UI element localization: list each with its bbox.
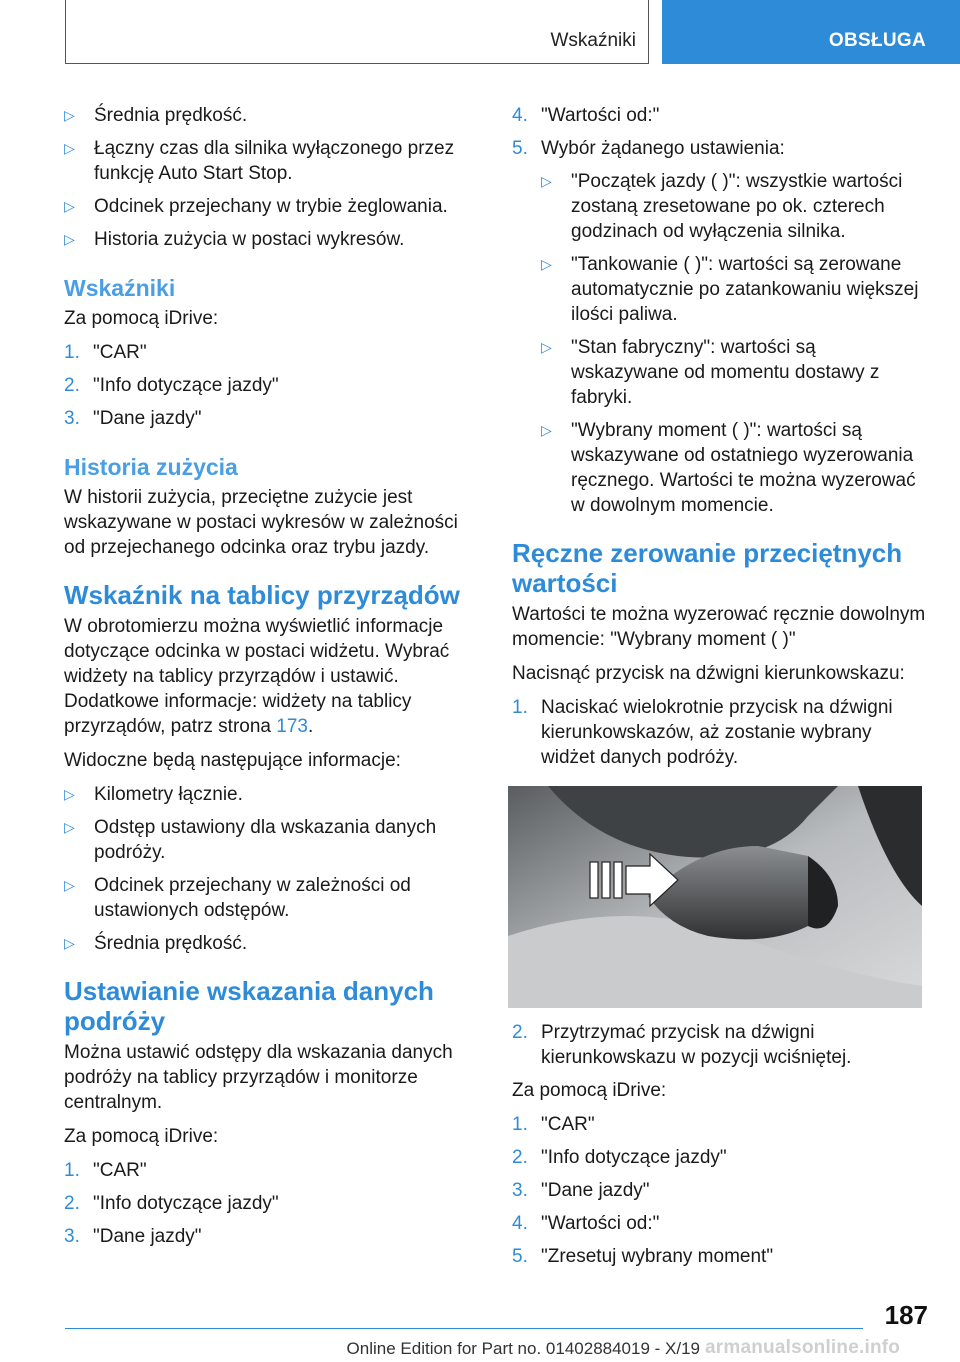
list-item: ▷ "Wybrany moment ( )": wartości są wskazywane od ostatniego wyzerowania ręcznego. Wartości te można wyzerować w dowolnym momencie. bbox=[541, 420, 916, 516]
list-item: 3. "Dane jazdy" bbox=[64, 1226, 202, 1247]
numbered-list bbox=[64, 340, 482, 431]
list-item: 5. Wybór żądanego ustawienia: bbox=[512, 138, 785, 159]
step-number: 1. bbox=[512, 1114, 528, 1135]
list-item: 2. Przytrzymać przycisk na dźwigni kierunkowskazu w pozycji wciśniętej. bbox=[512, 1022, 852, 1068]
step-number: 3. bbox=[64, 408, 80, 429]
paragraph: Za pomocą iDrive: bbox=[512, 1080, 667, 1101]
step-number: 5. bbox=[512, 138, 528, 159]
list-item: 3. "Dane jazdy" bbox=[64, 408, 202, 429]
triangle-bullet-icon: ▷ bbox=[64, 935, 75, 951]
bullet-list bbox=[64, 782, 482, 956]
numbered-list bbox=[512, 695, 928, 770]
list-item: ▷ "Stan fabryczny": wartości są wskazywane od momentu dostawy z fabryki. bbox=[541, 337, 880, 408]
triangle-bullet-icon: ▷ bbox=[64, 198, 75, 214]
step-number: 1. bbox=[512, 697, 528, 718]
header-box bbox=[65, 0, 649, 64]
paragraph: Za pomocą iDrive: bbox=[64, 1126, 219, 1147]
numbered-list bbox=[512, 103, 928, 161]
step-number: 1. bbox=[64, 342, 80, 363]
numbered-list bbox=[64, 1158, 482, 1249]
triangle-bullet-icon: ▷ bbox=[541, 339, 552, 355]
triangle-bullet-icon: ▷ bbox=[541, 256, 552, 272]
step-number: 1. bbox=[64, 1160, 80, 1181]
list-item: ▷ Odstęp ustawiony dla wskazania danych podróży. bbox=[64, 817, 437, 863]
bullet-list bbox=[64, 103, 482, 252]
step-number: 2. bbox=[512, 1147, 528, 1168]
left-column bbox=[64, 103, 482, 1257]
triangle-bullet-icon: ▷ bbox=[64, 231, 75, 247]
list-item: 4. "Wartości od:" bbox=[512, 105, 660, 126]
list-item: 1. "CAR" bbox=[64, 1160, 147, 1181]
triangle-bullet-icon: ▷ bbox=[541, 422, 552, 438]
triangle-bullet-icon: ▷ bbox=[64, 107, 75, 123]
list-item: 5. "Zresetuj wybrany moment" bbox=[512, 1246, 774, 1267]
watermark: armanualsonline.info bbox=[705, 1337, 901, 1358]
heading-wskaznik-tablica: Wskaźnik na tablicy przyrządów bbox=[64, 580, 460, 610]
step-number: 2. bbox=[512, 1022, 528, 1043]
list-item: 4. "Wartości od:" bbox=[512, 1213, 660, 1234]
heading-historia-zuzycia: Historia zużycia bbox=[64, 454, 238, 480]
list-item: 1. "CAR" bbox=[64, 342, 147, 363]
step-number: 5. bbox=[512, 1246, 528, 1267]
step-number: 4. bbox=[512, 105, 528, 126]
header-tab[interactable] bbox=[662, 0, 960, 64]
list-item: 2. "Info dotyczące jazdy" bbox=[64, 1193, 279, 1214]
triangle-bullet-icon: ▷ bbox=[64, 877, 75, 893]
numbered-list bbox=[512, 1020, 928, 1070]
paragraph: Można ustawić odstępy dla wskazania danych podróży na tablicy przyrządów i monitorze centralnym. bbox=[64, 1042, 453, 1113]
page-number: 187 bbox=[884, 1300, 928, 1330]
step-number: 3. bbox=[64, 1226, 80, 1247]
triangle-bullet-icon: ▷ bbox=[64, 819, 75, 835]
triangle-bullet-icon: ▷ bbox=[64, 140, 75, 156]
list-item: 3. "Dane jazdy" bbox=[512, 1180, 650, 1201]
step-number: 2. bbox=[64, 375, 80, 396]
list-item: ▷ Historia zużycia w postaci wykresów. bbox=[64, 229, 405, 250]
list-item: ▷ "Tankowanie ( )": wartości są zerowane automatycznie po zatankowaniu większej ilości paliwa. bbox=[541, 254, 919, 325]
heading-reczne-zerowanie: Ręczne zerowanie przeciętnych wartości bbox=[512, 538, 903, 598]
paragraph: Wartości te można wyzerować ręcznie dowolnym momencie: "Wybrany moment ( )" bbox=[512, 604, 926, 650]
list-item: 1. Naciskać wielokrotnie przycisk na dźwigni kierunkowskazów, aż zostanie wybrany widżet danych podróży. bbox=[512, 697, 893, 768]
list-item: ▷ Odcinek przejechany w trybie żeglowania. bbox=[64, 196, 448, 217]
step-number: 4. bbox=[512, 1213, 528, 1234]
paragraph: W obrotomierzu można wyświetlić informacje dotyczące odcinka w postaci widżetu. Wybrać widżety na tablicy przyrządów i ustawić. Dodatkowe informacje: widżety na tablicy przyrządów, patrz strona 173. bbox=[64, 616, 450, 737]
list-item: 1. "CAR" bbox=[512, 1114, 595, 1135]
triangle-bullet-icon: ▷ bbox=[64, 786, 75, 802]
list-item: ▷ Kilometry łącznie. bbox=[64, 784, 243, 805]
paragraph: Za pomocą iDrive: bbox=[64, 308, 219, 329]
step-number: 3. bbox=[512, 1180, 528, 1201]
list-item: ▷ Łączny czas dla silnika wyłączonego przez funkcję Auto Start Stop. bbox=[64, 138, 455, 184]
list-item: 2. "Info dotyczące jazdy" bbox=[512, 1147, 727, 1168]
paragraph: W historii zużycia, przeciętne zużycie jest wskazywane w postaci wykresów w zależności od przejechanego odcinka oraz trybu jazdy. bbox=[64, 487, 458, 558]
list-item: ▷ Średnia prędkość. bbox=[64, 105, 248, 126]
page-link[interactable]: 173 bbox=[276, 716, 308, 737]
triangle-bullet-icon: ▷ bbox=[541, 173, 552, 189]
turn-signal-lever-photo bbox=[508, 786, 922, 1008]
footer-edition: Online Edition for Part no. 01402884019 - X/19 bbox=[346, 1339, 700, 1358]
list-item: ▷ "Początek jazdy ( )": wszystkie wartości zostaną zresetowane po ok. czterech godzinach od wyłączenia silnika. bbox=[541, 171, 903, 242]
header-title: Wskaźniki bbox=[550, 30, 636, 51]
header-tab-label: OBSŁUGA bbox=[828, 30, 926, 51]
heading-wskazniki: Wskaźniki bbox=[64, 275, 176, 301]
heading-ustawianie: Ustawianie wskazania danych podróży bbox=[64, 976, 434, 1036]
footer-divider bbox=[65, 1328, 863, 1329]
list-item: ▷ Średnia prędkość. bbox=[64, 933, 248, 954]
list-item: ▷ Odcinek przejechany w zależności od ustawionych odstępów. bbox=[64, 875, 411, 921]
paragraph: Nacisnąć przycisk na dźwigni kierunkowskazu: bbox=[512, 663, 905, 684]
option-list bbox=[541, 169, 928, 518]
paragraph: Widoczne będą następujące informacje: bbox=[64, 750, 401, 771]
right-column bbox=[512, 103, 928, 1277]
numbered-list bbox=[512, 1112, 928, 1269]
list-item: 2. "Info dotyczące jazdy" bbox=[64, 375, 279, 396]
step-number: 2. bbox=[64, 1193, 80, 1214]
